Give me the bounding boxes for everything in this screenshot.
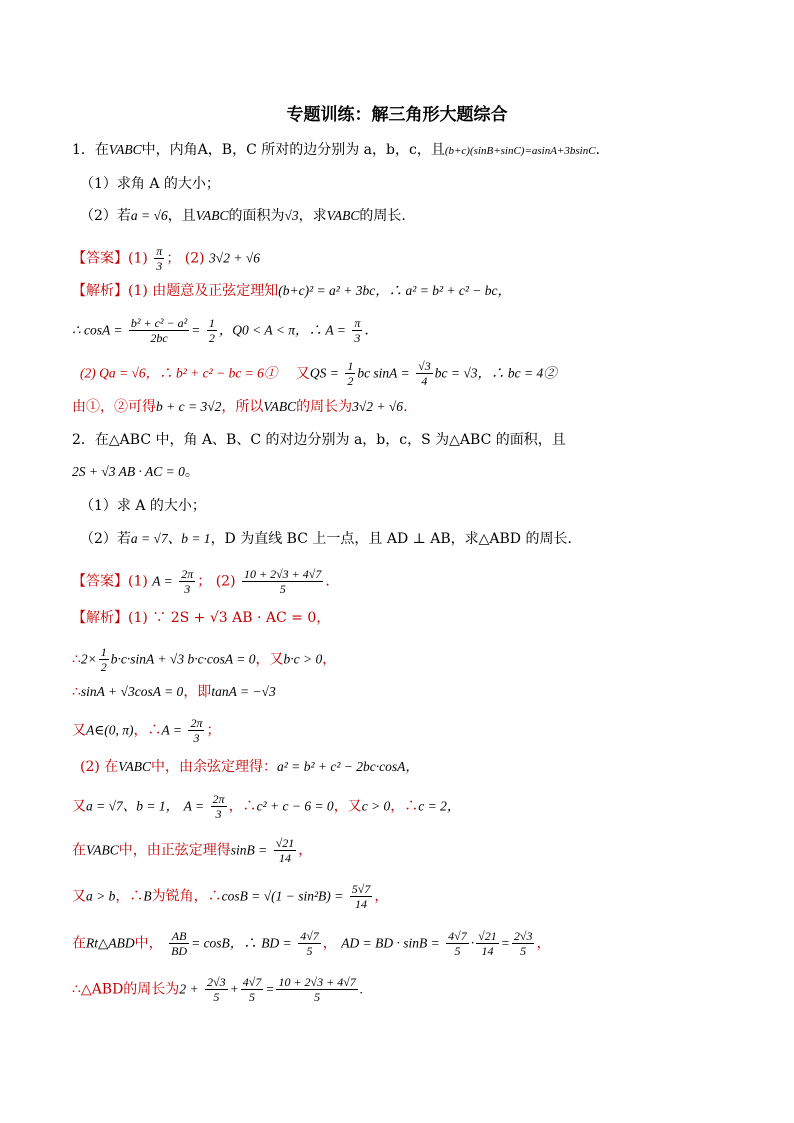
- q2-s10-n1: 2√3: [207, 975, 226, 989]
- q2-s7-c: ，: [298, 842, 313, 859]
- q2-s6-n: 2π: [212, 792, 225, 806]
- q1-sol-4c: 的周长为: [296, 399, 353, 415]
- q2-ans-A: A =: [152, 573, 173, 589]
- q2-s5-b: 中，由余弦定理得：: [151, 759, 278, 775]
- q2-s10-n2: 4√7: [242, 975, 262, 989]
- q2-s10-d3: 5: [314, 990, 321, 1004]
- q2-solution-line5: [80, 757, 419, 777]
- q2-ans-frac2: [242, 567, 323, 596]
- q2-s10-frac2: [241, 975, 264, 1004]
- q2-solution-line7: [72, 836, 312, 865]
- q2-s10-eq2: =: [265, 981, 275, 997]
- q2-s8-B: B: [143, 888, 152, 904]
- q2-s7-a: 在: [72, 842, 86, 859]
- q2-s5-eq: a² = b² + c² − 2bc·cosA，: [277, 759, 419, 774]
- q2-s6-A: A =: [183, 798, 205, 814]
- q2-s5-a: (2) 在: [80, 759, 119, 775]
- q2-s7-b: 中，由正弦定理得: [118, 842, 231, 859]
- q2-s9-n2: 4√7: [300, 929, 319, 943]
- q2-s9-n1: AB: [169, 929, 189, 944]
- q2-solution-label: 【解析】: [72, 610, 128, 626]
- q2-s1-a: (1) ∵ 2S + √3 AB · AC = 0，: [128, 610, 331, 626]
- q2-s7-frac: [274, 836, 297, 865]
- q1-ans-2: 3√2 + √6: [209, 250, 260, 266]
- q1-ans-den: 3: [156, 259, 163, 273]
- q1-p2-eq2: √3: [284, 208, 299, 223]
- answer-label: 【答案】: [72, 250, 128, 267]
- q2-s8-b: ，∴: [115, 888, 144, 905]
- q2-s9-dot: ·: [470, 935, 475, 951]
- q2-s2-a: ∴: [72, 651, 81, 668]
- q2-s9-frac2: [298, 929, 321, 958]
- q2-s9-e: ，: [536, 935, 551, 952]
- q2-solution-line3: [72, 682, 276, 702]
- q2-s9-eq4: =: [500, 935, 510, 951]
- q2-s10-d2: 5: [249, 990, 256, 1004]
- q2-s6-eq2: c² + c − 6 = 0: [256, 798, 334, 814]
- q2-solution-line4: [72, 716, 220, 745]
- q2-s8-c: 为锐角，∴: [151, 888, 222, 905]
- q2-solution-line10: [72, 975, 363, 1004]
- q2-s4-eq: A∈(0, π): [86, 722, 134, 738]
- q1-p2-d: ，求: [298, 208, 327, 224]
- q1-ans-num: π: [156, 244, 163, 258]
- q2-s7-tri: VABC: [86, 842, 119, 858]
- q1-solution-line2: ∴ cosA = $\frac{\text{b² + c² − a²}}{2bc}$ = $\frac{1}{2}$ ，Q0 < A < π，∴ A = $\frac{\pi}{3}$ .: [72, 316, 369, 345]
- q1-sol-1a: (1) 由题意及正弦定理知: [128, 283, 279, 299]
- q2-part1: （1）求 A 的大小；: [80, 498, 206, 514]
- q2-solution-line6: [72, 792, 460, 821]
- q2-s10-a: ∴: [72, 981, 81, 998]
- q2-s6-c: ，又: [333, 798, 362, 815]
- q1-sol-3b: 又: [295, 365, 310, 382]
- q1-p2-b: ，且: [167, 208, 196, 224]
- q2-s6-b: ，∴: [228, 798, 257, 815]
- q1-stem-b: 中，内角: [141, 142, 198, 158]
- q1-sol-4b: ，所以: [221, 399, 264, 415]
- q1-sol-4eq: b + c = 3√2: [156, 399, 222, 414]
- q2-s4-b: ，∴: [133, 722, 162, 739]
- q1-part1: （1）求角 A 的大小；: [80, 176, 220, 192]
- q2-s9-d2: 5: [306, 944, 313, 958]
- q1-sol-frac2-n: 1: [208, 316, 215, 330]
- q2-s8-frac: [350, 882, 373, 911]
- q2-s9-a: 在: [72, 935, 86, 952]
- q2-s9-c: ，: [322, 935, 337, 952]
- q2-part2: [80, 529, 582, 549]
- q2-s9-frac3: [446, 929, 469, 958]
- q2-s2-frac-n: 1: [100, 645, 107, 659]
- q1-sol-frac1-n: b² + c² − a²: [130, 316, 188, 330]
- q2-s9-frac4: [476, 929, 499, 958]
- q2-s4-n: 2π: [190, 716, 203, 730]
- q2-s5-tri: VABC: [118, 759, 152, 774]
- q2-ans-n: 2π: [181, 567, 194, 581]
- q1-sol-2a: ∴ cosA =: [72, 322, 123, 338]
- q1-equation: (b+c)(sinB+sinC)=asinA+3bsinC: [444, 145, 596, 157]
- q1-answer: [72, 244, 260, 273]
- q1-sol-1b: ，∴ a² = b² + c² − bc，: [375, 283, 512, 298]
- q2-solution-line1: [72, 608, 330, 628]
- q1-p2-tri: VABC: [195, 208, 229, 223]
- q1-sol-4a: 由①，②可得: [72, 399, 156, 415]
- q2-stem-eq: [72, 462, 199, 482]
- q2-s6-eq4: c = 2，: [418, 798, 461, 814]
- q2-s10-frac3: [276, 975, 357, 1004]
- q2-s9-n5: 2√3: [513, 929, 533, 943]
- q2-s7-d: 14: [279, 851, 291, 865]
- q1-solution-line4: 由①，②可得b + c = 3√2，所以VABC的周长为3√2 + √6.: [72, 399, 408, 415]
- q2-s9-d4: 14: [481, 944, 494, 958]
- q1-sol-3e: bc = √3，∴ bc = 4②: [434, 365, 557, 381]
- q1-sol-4eq2: 3√2 + √6: [352, 399, 404, 414]
- q2-s9-eq2: BD =: [261, 935, 292, 951]
- q2-solution-line9: [72, 929, 550, 958]
- q2-s10-frac1: [205, 975, 228, 1004]
- q2-s6-a: 又: [72, 798, 86, 815]
- q2-s10-d1: 5: [213, 990, 220, 1004]
- q1-sol-3a: (2) Qa = √6，∴ b² + c² − bc = 6①: [80, 365, 278, 381]
- q1-p2-tri2: VABC: [326, 208, 360, 223]
- q2-s8-eq1: a > b: [86, 888, 116, 904]
- q2-s4-d: 3: [193, 731, 200, 745]
- solution-label: 【解析】: [72, 283, 128, 299]
- q1-sol-frac5-d: 4: [421, 374, 428, 388]
- q2-ans-d: 3: [184, 582, 191, 596]
- q1-num: 1．在: [72, 142, 109, 158]
- q1-sol-frac2: [207, 316, 217, 345]
- q1-sol-3d: bc sinA =: [357, 365, 410, 381]
- q1-sol-frac1-d: 2bc: [150, 331, 168, 345]
- q2-s2-eq1: 2×: [80, 651, 97, 667]
- q2-stem-end: 。: [184, 464, 199, 480]
- q1-stem-c: A，B，C 所对的边分别为 a，b，c，且: [197, 142, 445, 158]
- q2-s3-eq2: tanA = −√3: [211, 684, 276, 699]
- q2-ans-d2: 5: [279, 582, 286, 596]
- q1-solution-line3: [80, 359, 557, 388]
- q1-ans-frac: [154, 244, 164, 273]
- q1-p2-e: 的周长.: [359, 208, 406, 224]
- q2-s10-n3: 10 + 2√3 + 4√7: [278, 975, 356, 989]
- q2-ans-1: (1): [128, 573, 148, 590]
- q2-ans-sep: ； (2): [197, 573, 236, 590]
- q2-s6-eq3: c > 0: [361, 798, 391, 814]
- q2-stem-equation: 2S + √3 AB · AC = 0: [72, 464, 185, 479]
- q2-s3-b: ，即: [183, 684, 212, 700]
- q1-solution-line1: [72, 281, 511, 301]
- q2-s6-eq1: a = √7、b = 1，: [86, 798, 180, 814]
- q1-p2-a: （2）若: [80, 208, 131, 224]
- q1-sol-2eq: =: [191, 322, 201, 338]
- q2-answer: 【答案】(1) A = $\frac{2\pi}{3}$ ； (2) $\frac{10 + 2√3 + 4√7}{5}$ .: [72, 567, 330, 596]
- q2-s3-a: ∴: [72, 684, 81, 700]
- q1-sol-frac3-d: 3: [354, 331, 361, 345]
- q2-s2-eq2: b·c·sinA + √3 b·c·cosA = 0: [110, 651, 256, 667]
- q2-s8-e: ，: [374, 888, 389, 905]
- q2-s4-c: ；: [206, 722, 221, 739]
- q2-s3-eq1: sinA + √3cosA = 0: [80, 684, 184, 699]
- q2-s8-d: 14: [355, 897, 368, 911]
- q1-sol-frac2-d: 2: [208, 331, 215, 345]
- q1-sol-4tri: VABC: [263, 399, 297, 414]
- q2-s8-eq2: cosB = √(1 − sin²B) =: [221, 888, 344, 904]
- q2-s2-eq3: b·c > 0: [283, 651, 323, 667]
- q2-s2-frac-d: 2: [100, 660, 107, 674]
- q1-sol-frac4: [345, 359, 355, 388]
- q2-s9-tri: Rt△ABD: [86, 935, 135, 951]
- q2-s8-a: 又: [72, 888, 86, 905]
- q2-s4-frac: [188, 716, 204, 745]
- q2-s4-A: A =: [161, 722, 182, 738]
- q2-s9-n3: 4√7: [448, 929, 467, 943]
- q1-sol-3c: QS =: [309, 365, 339, 381]
- q2-s6-frac: [211, 792, 227, 821]
- q2-p2-a: （2）若: [80, 531, 131, 547]
- q2-ans-frac1: [179, 567, 195, 596]
- q1-p2-c: 的面积为: [228, 208, 285, 224]
- q2-s9-d5: 5: [520, 944, 527, 958]
- q2-s9-d3: 5: [454, 944, 461, 958]
- q2-s10-end: .: [359, 981, 364, 997]
- q1-tri: VABC: [108, 142, 142, 157]
- q2-ans-n2: 10 + 2√3 + 4√7: [244, 567, 322, 581]
- q1-sol-frac1: [129, 316, 189, 345]
- q2-s9-frac5: [512, 929, 535, 958]
- q2-s9-n4: √21: [478, 929, 497, 943]
- q2-answer-label: 【答案】: [72, 573, 128, 590]
- q2-p2-b: ，D 为直线 BC 上一点，且 AD ⊥ AB，求△ABD 的周长．: [210, 531, 582, 547]
- q2-s9-frac1: [169, 929, 189, 958]
- q1-sol-2b: ，Q0 < A < π，∴ A =: [218, 322, 346, 338]
- q1-stem: 1．在VABC中，内角A，B，C 所对的边分别为 a，b，c，且(b+c)(sinB+sinC)=asinA+3bsinC.: [72, 142, 600, 158]
- q2-s9-eq3: AD = BD · sinB =: [341, 935, 440, 951]
- q2-s10-b: △ABD的周长为: [80, 981, 180, 998]
- q1-sol-frac3: [352, 316, 362, 345]
- q2-s6-d: 3: [215, 807, 222, 821]
- q1-sol-frac4-d: 2: [347, 374, 354, 388]
- q2-solution-line8: [72, 882, 388, 911]
- q2-solution-line2: ∴2× $\frac{1}{2}$ b·c·sinA + √3 b·c·cosA = 0，又b·c > 0，: [72, 645, 337, 674]
- q2-s6-d2: ，∴: [390, 798, 419, 815]
- q1-sol-frac5-n: √3: [418, 359, 431, 373]
- q2-s2-frac: [99, 645, 109, 674]
- q2-stem: 2．在△ABC 中，角 A、B、C 的对边分别为 a，b，c，S 为△ABC 的面积，且: [72, 432, 566, 448]
- q2-s7-eq: sinB =: [230, 842, 268, 858]
- page-title: 专题训练：解三角形大题综合: [286, 105, 508, 125]
- q2-s2-b: ，又: [255, 651, 284, 668]
- q1-ans-1: (1): [128, 250, 148, 267]
- q1-sol-frac4-n: 1: [347, 359, 354, 373]
- q1-sol-1eq: (b+c)² = a² + 3bc: [278, 283, 376, 298]
- q2-s7-n: √21: [275, 836, 295, 850]
- q2-s10-plus: +: [229, 981, 239, 997]
- q1-part2: [80, 206, 406, 226]
- q2-p2-eq: a = √7、b = 1: [130, 531, 211, 546]
- q2-s9-b: 中，: [134, 935, 163, 952]
- q1-sol-frac3-n: π: [354, 316, 361, 330]
- q2-s10-eq1: 2 +: [179, 981, 199, 997]
- q2-s4-a: 又: [72, 722, 86, 739]
- q2-s8-n: 5√7: [351, 882, 371, 896]
- q2-s9-d1: BD: [171, 944, 188, 958]
- q2-s9-eq1: = cosB，∴: [191, 935, 257, 951]
- q1-ans-sep: ； (2): [166, 250, 205, 267]
- q1-p2-eq1: a = √6: [130, 208, 168, 223]
- q1-sol-frac5: [416, 359, 433, 388]
